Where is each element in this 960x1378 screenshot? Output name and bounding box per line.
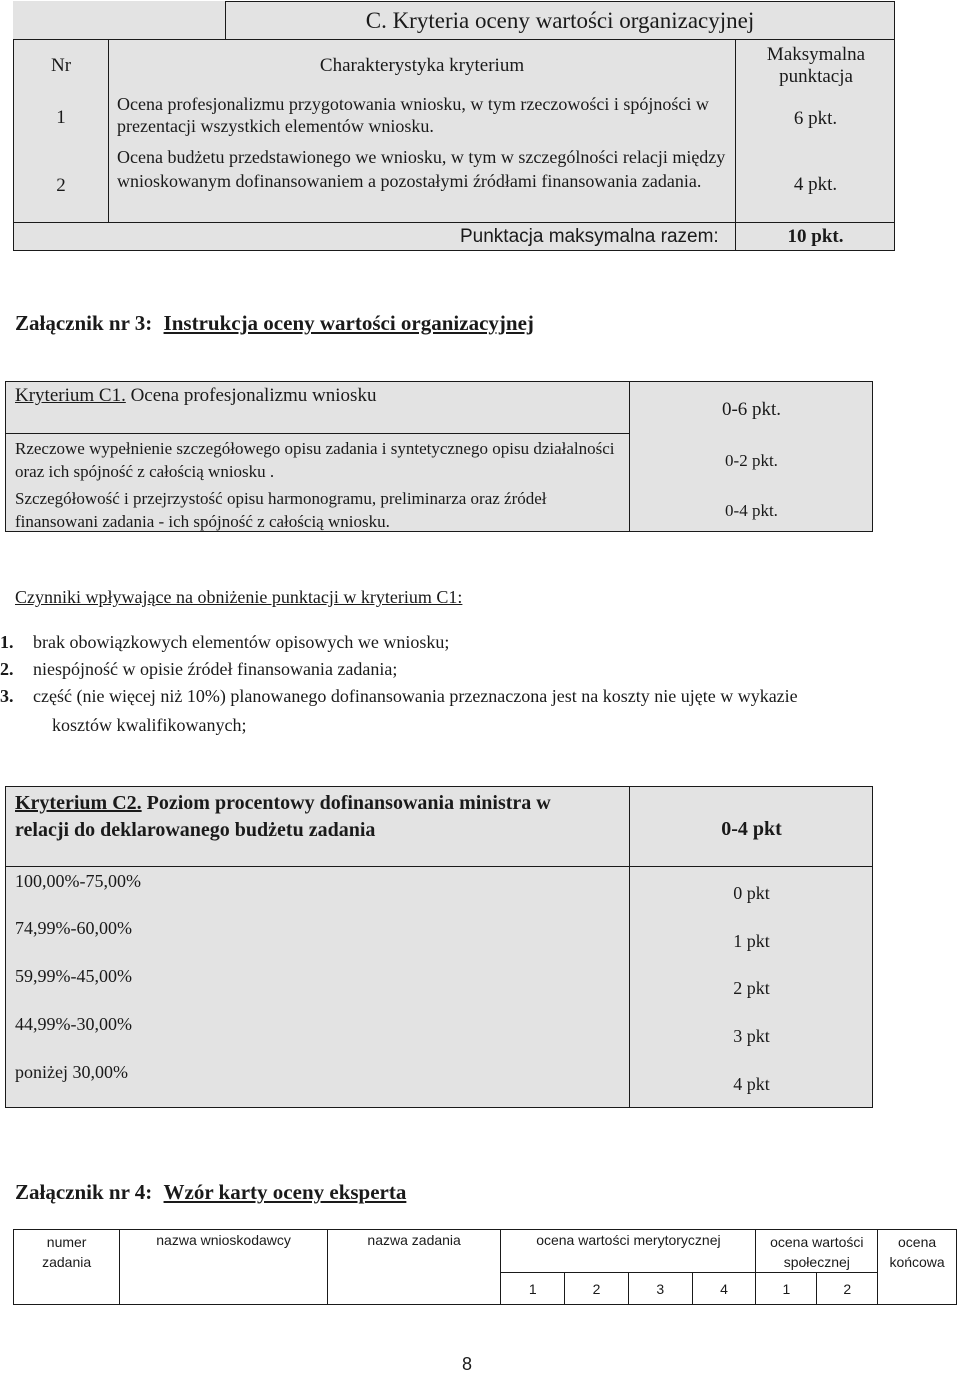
c2-item-points: 0 pkt [733,882,770,903]
page-number: 8 [462,1354,473,1374]
header-nazwa-zadania: nazwa zadania [327,1230,500,1305]
row-2-nr: 2 [56,175,66,196]
c1-item-2-points: 0-4 pkt. [725,501,778,520]
expert-card-table [13,1229,957,1305]
c2-item-range: poniżej 30,00% [15,1062,128,1082]
factor-item-2 [0,659,940,680]
divider [5,433,630,434]
factor-num: 3. [0,686,14,706]
divider [13,222,895,223]
sub-merytoryczna-1: 1 [501,1273,565,1305]
c1-title: Ocena profesjonalizmu wniosku [125,385,377,406]
c1-item-1-points: 0-2 pkt. [725,451,778,470]
sub-merytoryczna-4: 4 [692,1273,756,1305]
total-label: Punktacja maksymalna razem: [460,226,719,247]
header-ocena-koncowa: ocena końcowa [878,1230,957,1305]
c1-heading [15,385,376,407]
annex4-label: Załącznik nr 4: [15,1180,153,1204]
header-numer-zadania: numer zadania [14,1230,120,1305]
header-ocena-merytoryczna: ocena wartości merytorycznej [501,1230,756,1273]
annex3-heading [15,311,534,336]
annex4-heading [15,1180,406,1205]
annex4-title: Wzór karty oceny eksperta [163,1180,407,1204]
c1-label: Kryterium C1. [15,385,126,406]
row-2-text: Ocena budżetu przedstawionego we wniosku, w tym w szczególności relacji między wnioskowanym dofinansowaniem a pozostałymi źródłami finansowania zadania. [117,147,726,191]
factor-text: niespójność w opisie źródeł finansowania zadania; [33,659,398,679]
annex3-title: Instrukcja oceny wartości organizacyjnej [163,311,534,335]
c2-item-range: 74,99%-60,00% [15,918,132,938]
c2-title-a: Poziom procentowy dofinansowania ministra w [141,792,551,814]
c2-range: 0-4 pkt [721,817,782,840]
c2-item-points: 3 pkt [733,1025,770,1046]
col-max-points-header: Maksymalna punktacja [766,44,866,87]
sub-spoleczna-1: 1 [756,1273,817,1305]
total-value: 10 pkt. [787,226,844,247]
c2-title-b: relacji do deklarowanego budżetu zadania [15,819,376,841]
c2-item-range: 44,99%-30,00% [15,1014,132,1034]
c2-item-points: 1 pkt [733,930,770,951]
header-ocena-spoleczna: ocena wartości społecznej [756,1230,878,1273]
row-2-points: 4 pkt. [793,174,838,195]
annex3-label: Załącznik nr 3: [15,311,153,335]
factor-item-3 [0,686,950,707]
c2-item-range: 100,00%-75,00% [15,871,141,891]
c2-heading [15,790,625,844]
sub-merytoryczna-2: 2 [565,1273,629,1305]
c2-label: Kryterium C2. [15,792,142,814]
c1-item-1-text: Rzeczowe wypełnienie szczegółowego opisu zadania i syntetycznego opisu działalności oraz ich spójność z całością wniosku . [15,439,615,481]
header-nazwa-wnioskodawcy: nazwa wnioskodawcy [120,1230,328,1305]
factor-item-1 [0,632,940,653]
c2-item-range: 59,99%-45,00% [15,966,132,986]
row-1-nr: 1 [56,107,66,128]
sub-spoleczna-2: 2 [817,1273,878,1305]
col-nr-header: Nr [50,55,72,76]
c1-range: 0-6 pkt. [721,399,782,420]
c2-item-points: 4 pkt [733,1073,770,1094]
sub-merytoryczna-3: 3 [628,1273,692,1305]
section-c-title: C. Kryteria oceny wartości organizacyjnej [225,1,895,39]
row-1-text: Ocena profesjonalizmu przygotowania wniosku, w tym rzeczowości i spójności w prezentacji wszystkich elementów wniosku. [117,94,709,136]
factors-heading: Czynniki wpływające na obniżenie punktacji w kryterium C1: [15,587,463,607]
divider [5,866,873,867]
factor-text: brak obowiązkowych elementów opisowych we wniosku; [33,632,450,652]
factor-text: część (nie więcej niż 10%) planowanego dofinansowania przeznaczona jest na koszty nie ujęte w wykazie [33,686,798,706]
factor-num: 2. [0,659,14,679]
factor-item-3-cont: kosztów kwalifikowanych; [52,715,247,735]
row-1-points: 6 pkt. [793,108,838,129]
c2-item-points: 2 pkt [733,977,770,998]
c1-item-2-text: Szczegółowość i przejrzystość opisu harmonogramu, preliminarza oraz źródeł finansowani zadania - ich spójność z całością wniosku. [15,489,547,531]
divider [735,39,736,251]
factor-num: 1. [0,632,14,652]
col-characteristics-header: Charakterystyka kryterium [319,55,525,76]
